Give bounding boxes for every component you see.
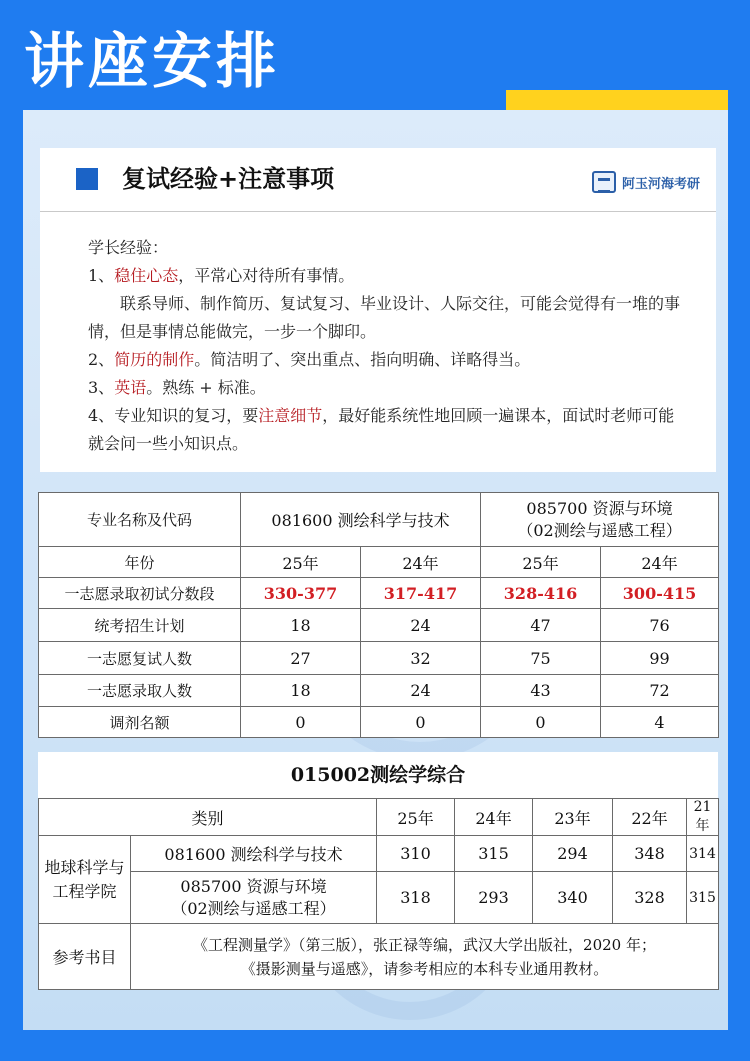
score-cell: 315 [455, 836, 533, 872]
score-range: 317-417 [361, 578, 481, 609]
table-row [39, 707, 719, 738]
page-title: 讲座安排 [24, 27, 280, 97]
cell-value: 43 [481, 675, 601, 707]
program-b-name: 085700 资源与环境 [180, 876, 327, 896]
cell-value: 24 [361, 675, 481, 707]
score-cell: 328 [613, 872, 687, 924]
table-row [39, 872, 719, 924]
table-row [39, 578, 719, 609]
program-name [131, 872, 377, 924]
reference-label: 参考书目 [39, 924, 131, 990]
row-label: 统考招生计划 [39, 609, 241, 642]
score-cell: 314 [687, 836, 719, 872]
year-row [39, 547, 719, 578]
year-cell: 25年 [377, 799, 455, 836]
row-label: 一志愿复试人数 [39, 642, 241, 675]
score-range: 330-377 [241, 578, 361, 609]
cell-value: 0 [361, 707, 481, 738]
row-label: 一志愿录取人数 [39, 675, 241, 707]
cell-value: 72 [601, 675, 719, 707]
accent-bar [506, 90, 728, 110]
reference-books [131, 924, 719, 990]
tip-text: 。熟练 + 标准。 [146, 378, 266, 397]
program-b-name: 085700 资源与环境 [526, 498, 673, 518]
reference-line: 《工程测量学》（第三版），张正禄等编，武汉大学出版社，2020 年； [193, 935, 656, 954]
intro-line: 学长经验： [88, 238, 169, 257]
tip-2 [88, 346, 688, 374]
score-cell: 318 [377, 872, 455, 924]
tip-text: ，最好能系统性地回顾一遍课本，面试时老师可能就会问一些小知识点。 [88, 406, 675, 453]
tip-text: ，平常心对待所有事情。 [178, 266, 355, 285]
cell-value: 18 [241, 609, 361, 642]
table-row [39, 836, 719, 872]
table-row [39, 924, 719, 990]
section-header [40, 148, 716, 212]
section-marker [76, 168, 98, 190]
tip-number: 2、 [88, 350, 115, 369]
score-cell: 315 [687, 872, 719, 924]
score-range: 328-416 [481, 578, 601, 609]
tip-text: 。简洁明了、突出重点、指向明确、详略得当。 [194, 350, 531, 369]
cell-value: 24 [361, 609, 481, 642]
tip-text: 专业知识的复习，要 [114, 406, 259, 425]
header-cell: 专业名称及代码 [39, 493, 241, 547]
cell-value: 0 [481, 707, 601, 738]
experience-card [40, 148, 716, 472]
brand-name: 阿玉河海考研 [621, 176, 700, 192]
table-header-row [39, 799, 719, 836]
cell-value: 76 [601, 609, 719, 642]
tip-number: 1、 [88, 266, 115, 285]
score-cell: 310 [377, 836, 455, 872]
section-heading: 复试经验+注意事项 [122, 165, 335, 193]
category-header: 类别 [39, 799, 377, 836]
row-label: 调剂名额 [39, 707, 241, 738]
year-cell: 24年 [601, 547, 719, 578]
exam-scores-table-body [38, 798, 719, 990]
admission-stats-table [38, 492, 719, 738]
program-name: 081600 测绘科学与技术 [131, 836, 377, 872]
program-b-subname: （02测绘与遥感工程） [517, 520, 682, 540]
reference-line: 《摄影测量与遥感》，请参考相应的本科专业通用教材。 [240, 959, 609, 978]
cell-value: 47 [481, 609, 601, 642]
tip-3 [88, 374, 688, 402]
program-a-header: 081600 测绘科学与技术 [241, 493, 481, 547]
year-cell: 24年 [455, 799, 533, 836]
experience-text [88, 234, 688, 458]
table-row [39, 609, 719, 642]
score-cell: 348 [613, 836, 687, 872]
tip-4 [88, 402, 688, 458]
cell-value: 4 [601, 707, 719, 738]
building-icon [592, 171, 616, 193]
year-cell: 23年 [533, 799, 613, 836]
year-cell: 22年 [613, 799, 687, 836]
score-cell: 294 [533, 836, 613, 872]
year-label: 年份 [39, 547, 241, 578]
brand-logo [592, 170, 700, 194]
score-cell: 340 [533, 872, 613, 924]
score-range: 300-415 [601, 578, 719, 609]
program-b-subname: （02测绘与遥感工程） [171, 898, 336, 918]
year-cell: 21年 [687, 799, 719, 836]
cell-value: 0 [241, 707, 361, 738]
cell-value: 75 [481, 642, 601, 675]
tip-number: 3、 [88, 378, 115, 397]
table-row [39, 642, 719, 675]
score-cell: 293 [455, 872, 533, 924]
school-name: 地球科学与工程学院 [39, 836, 131, 924]
table-header-row [39, 493, 719, 547]
row-label: 一志愿录取初试分数段 [39, 578, 241, 609]
cell-value: 18 [241, 675, 361, 707]
tip-highlight: 注意细节 [258, 406, 323, 425]
tip-highlight: 稳住心态 [114, 266, 179, 285]
cell-value: 99 [601, 642, 719, 675]
tip-number: 4、 [88, 406, 115, 425]
cell-value: 32 [361, 642, 481, 675]
table-row [39, 675, 719, 707]
year-cell: 25年 [481, 547, 601, 578]
tip-highlight: 英语 [114, 378, 147, 397]
cell-value: 27 [241, 642, 361, 675]
year-cell: 24年 [361, 547, 481, 578]
exam-subject-title: 015002测绘学综合 [290, 764, 466, 786]
tip-1 [88, 262, 688, 290]
program-b-header [481, 493, 719, 547]
tip-1-detail: 联系导师、制作简历、复试复习、毕业设计、人际交往，可能会觉得有一堆的事情，但是事情总能做完，一步一个脚印。 [88, 294, 681, 341]
tip-highlight: 简历的制作 [114, 350, 195, 369]
year-cell: 25年 [241, 547, 361, 578]
